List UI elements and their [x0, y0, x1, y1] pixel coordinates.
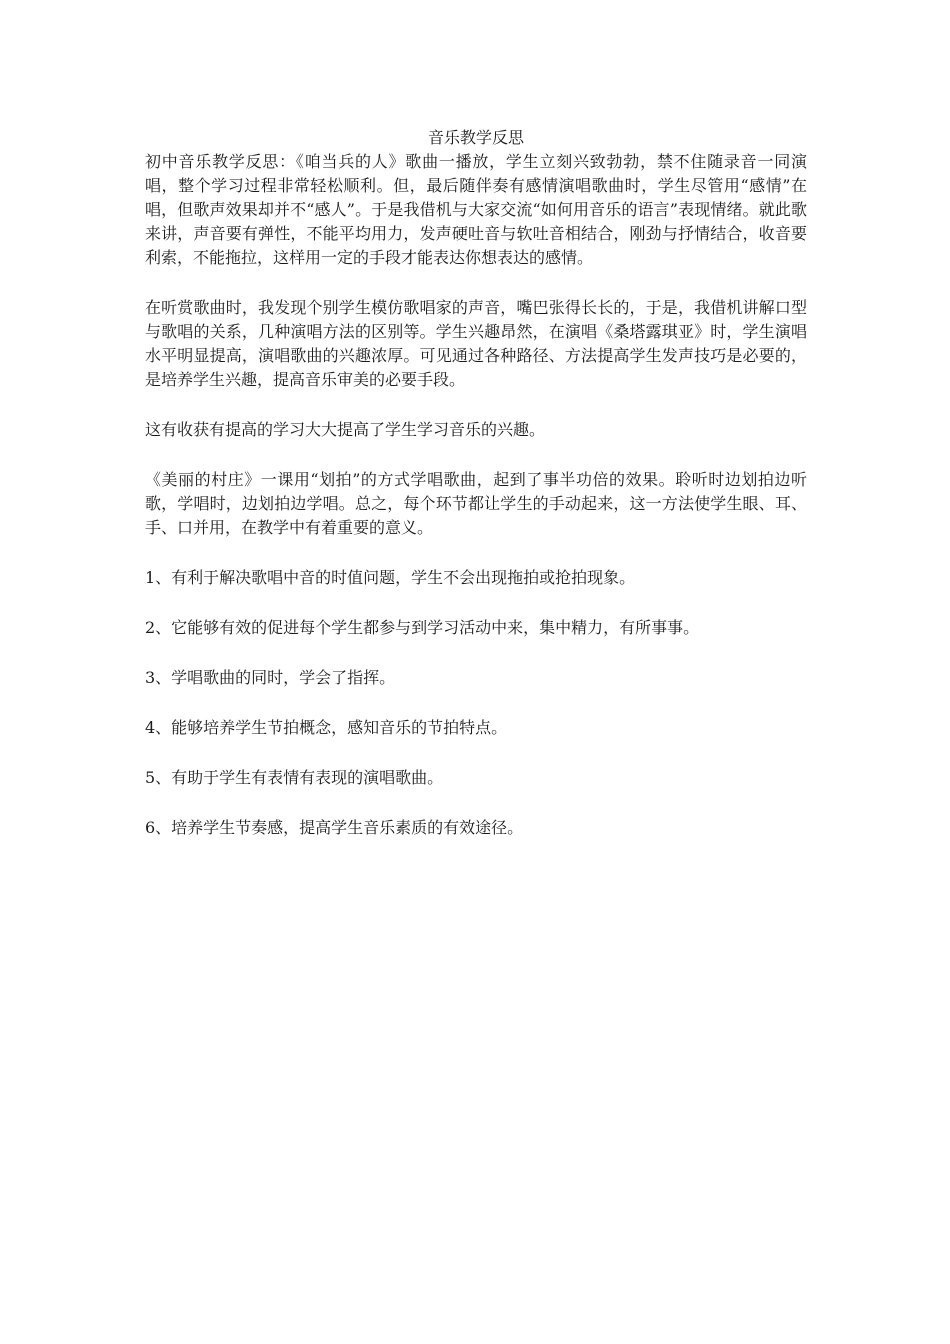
paragraph-beating: 《美丽的村庄》一课用“划拍”的方式学唱歌曲，起到了事半功倍的效果。聆听时边划拍边听歌，学唱时，边划拍边学唱。总之，每个环节都让学生的手动起来，这一方法使学生眼、耳、手、口并用，在教学中有着重要的意义。 — [145, 470, 807, 537]
paragraph-interest: 这有收获有提高的学习大大提高了学生学习音乐的兴趣。 — [145, 420, 546, 439]
list-item: 3、学唱歌曲的同时，学会了指挥。 — [145, 668, 396, 687]
list-item: 4、能够培养学生节拍概念，感知音乐的节拍特点。 — [145, 718, 508, 737]
list-item: 1、有利于解决歌唱中音的时值问题，学生不会出现拖拍或抢拍现象。 — [145, 568, 636, 587]
list-item: 2、它能够有效的促进每个学生都参与到学习活动中来，集中精力，有所事事。 — [145, 618, 700, 637]
list-item: 5、有助于学生有表情有表现的演唱歌曲。 — [145, 768, 444, 787]
paragraph-intro: 初中音乐教学反思：《咱当兵的人》歌曲一播放，学生立刻兴致勃勃，禁不住随录音一同演唱，整个学习过程非常轻松顺利。但，最后随伴奏有感情演唱歌曲时，学生尽管用“感情”在唱，但歌声效果却并不“感人”。于是我借机与大家交流“如何用音乐的语言”表现情绪。就此歌来讲，声音要有弹性，不能平均用力，发声硬吐音与软吐音相结合，刚劲与抒情结合，收音要利索，不能拖拉，这样用一定的手段才能表达你想表达的感情。 — [145, 152, 807, 267]
list-item: 6、培养学生节奏感，提高学生音乐素质的有效途径。 — [145, 818, 524, 837]
document-page — [145, 126, 807, 866]
paragraph-listening: 在听赏歌曲时，我发现个别学生模仿歌唱家的声音，嘴巴张得长长的，于是，我借机讲解口型与歌唱的关系，几种演唱方法的区别等。学生兴趣昂然，在演唱《桑塔露琪亚》时，学生演唱水平明显提高，演唱歌曲的兴趣浓厚。可见通过各种路径、方法提高学生发声技巧是必要的，是培养学生兴趣，提高音乐审美的必要手段。 — [145, 298, 807, 389]
document-title: 音乐教学反思 — [427, 128, 524, 147]
